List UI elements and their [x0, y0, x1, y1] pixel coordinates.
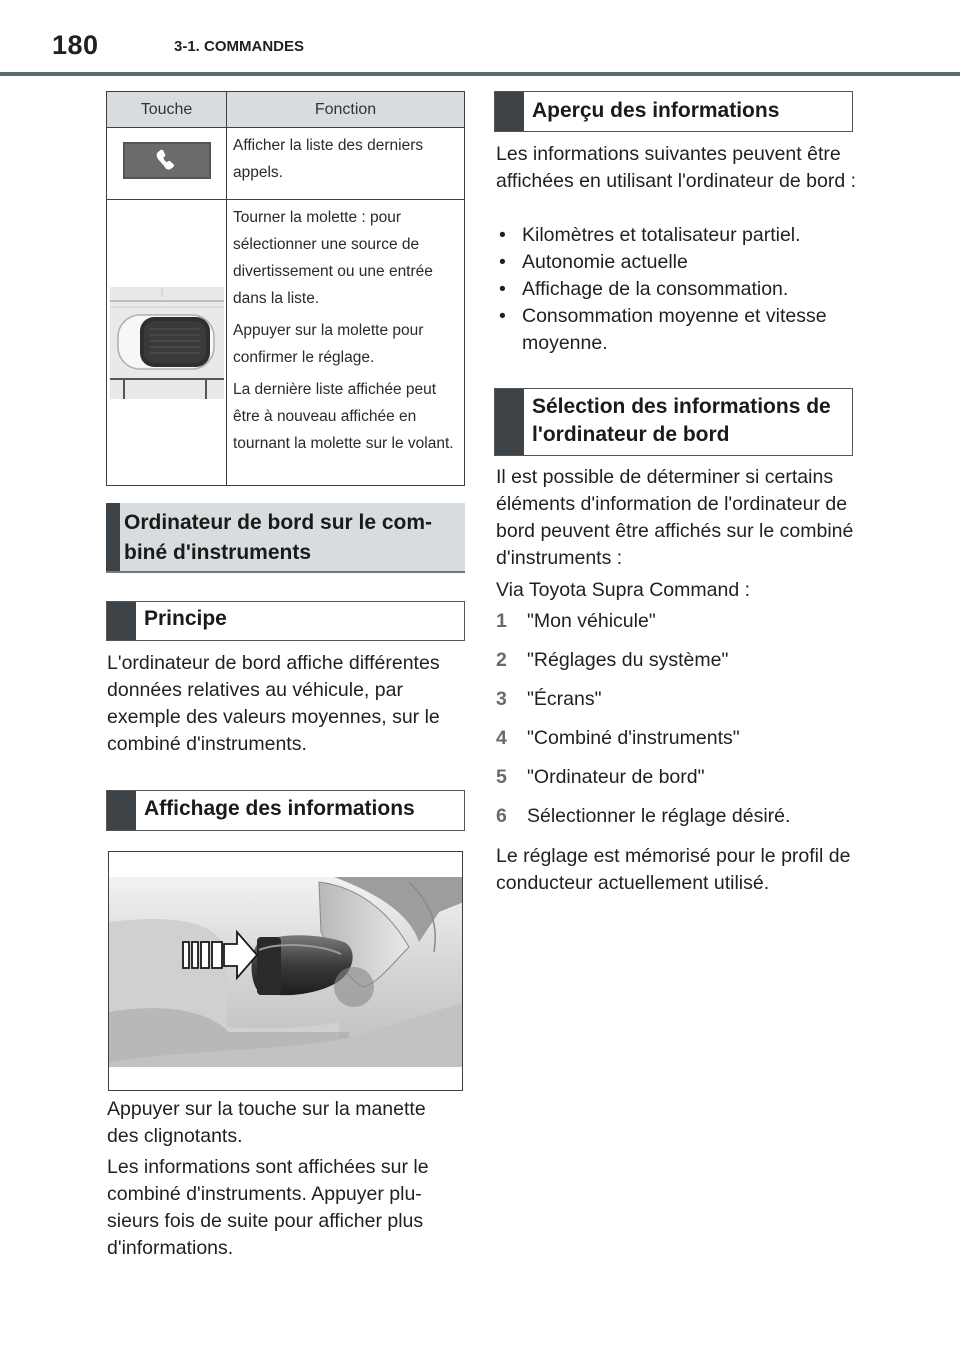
step-item [496, 686, 856, 725]
column-header-touche: Touche [107, 92, 227, 128]
list-item: • Consommation moyenne et vitesse moyenne. [496, 303, 856, 357]
apercu-intro-paragraph: Les informations suivantes peuvent être affichées en utilisant l'ordinateur de bord : [496, 143, 857, 192]
step-text: "Mon véhicule" [527, 610, 656, 632]
key-cell [107, 200, 227, 486]
column-header-fonction: Fonction [227, 92, 465, 128]
step-item [496, 647, 856, 686]
step-item [496, 764, 856, 803]
step-number: 6 [496, 805, 507, 827]
principe-paragraph: L'ordinateur de bord affiche différentes données relatives au véhicule, par exemple des valeurs moyennes, sur le combiné d'instruments. [107, 652, 440, 755]
section-heading-principe [106, 601, 465, 641]
function-text: La dernière liste affichée peut être à nouveau affichée en tournant la molette sur le volant. [233, 381, 454, 452]
figure-caption-paragraph: Appuyer sur la touche sur la manette des clignotants. [107, 1098, 426, 1147]
section-heading-text: Sélection des informations de l'ordinateur de bord [532, 395, 831, 446]
chapter-title: 3-1. COMMANDES [174, 38, 305, 55]
function-text: Afficher la liste des derniers appels. [233, 137, 424, 181]
function-text: Appuyer sur la molette pour confirmer le réglage. [233, 322, 424, 366]
step-number: 5 [496, 766, 507, 788]
step-text: "Combiné d'instruments" [527, 727, 740, 749]
function-table [106, 91, 465, 486]
step-number: 3 [496, 688, 507, 710]
step-number: 4 [496, 727, 507, 749]
table-header-row [107, 92, 465, 128]
section-heading-text: Aperçu des informations [532, 99, 780, 122]
table-row [107, 128, 465, 200]
closing-paragraph: Le réglage est mémorisé pour le profil de conducteur actuellement utilisé. [496, 845, 851, 894]
header-rule [0, 72, 960, 76]
section-heading-affichage [106, 790, 465, 831]
list-item: • Autonomie actuelle [496, 249, 856, 276]
table-row [107, 200, 465, 486]
step-text: "Ordinateur de bord" [527, 766, 705, 788]
section-heading-apercu [494, 91, 853, 132]
section-heading-text: Affichage des informations [144, 797, 415, 820]
section-heading-selection [494, 388, 853, 456]
step-number: 1 [496, 610, 507, 632]
steps-list [496, 608, 856, 842]
key-cell [107, 128, 227, 200]
left-info-paragraph: Les informations sont affichées sur le combiné d'instruments. Appuyer plu-sieurs fois de suite pour afficher plus d'informations. [107, 1156, 429, 1259]
via-command-text: Via Toyota Supra Command : [496, 579, 751, 601]
step-text: "Écrans" [527, 688, 602, 710]
step-number: 2 [496, 649, 507, 671]
selection-intro-paragraph: Il est possible de déterminer si certains éléments d'information de l'ordinateur de bord peuvent être affichés sur le combiné d'instruments : [496, 466, 854, 569]
list-item: • Kilomètres et totalisateur partiel. [496, 222, 856, 249]
section-heading-text: Principe [144, 607, 227, 630]
function-cell [227, 128, 465, 200]
function-text: Tourner la molette : pour sélectionner une source de divertissement ou une entrée dans la liste. [233, 209, 433, 307]
step-item [496, 725, 856, 764]
step-text: "Réglages du système" [527, 649, 729, 671]
step-item [496, 608, 856, 647]
function-cell [227, 200, 465, 486]
apercu-bullet-list [496, 222, 856, 357]
phone-icon [123, 142, 211, 179]
page-header [0, 0, 960, 76]
list-item: • Affichage de la consommation. [496, 276, 856, 303]
step-text: Sélectionner le réglage désiré. [527, 805, 791, 827]
section-heading-text: Ordinateur de bord sur le com-biné d'instruments [124, 511, 433, 564]
turn-signal-lever-illustration [108, 851, 463, 1091]
section-heading-ordinateur [106, 503, 465, 573]
step-item [496, 803, 856, 842]
page-number: 180 [52, 30, 99, 60]
thumbwheel-icon [110, 287, 224, 399]
